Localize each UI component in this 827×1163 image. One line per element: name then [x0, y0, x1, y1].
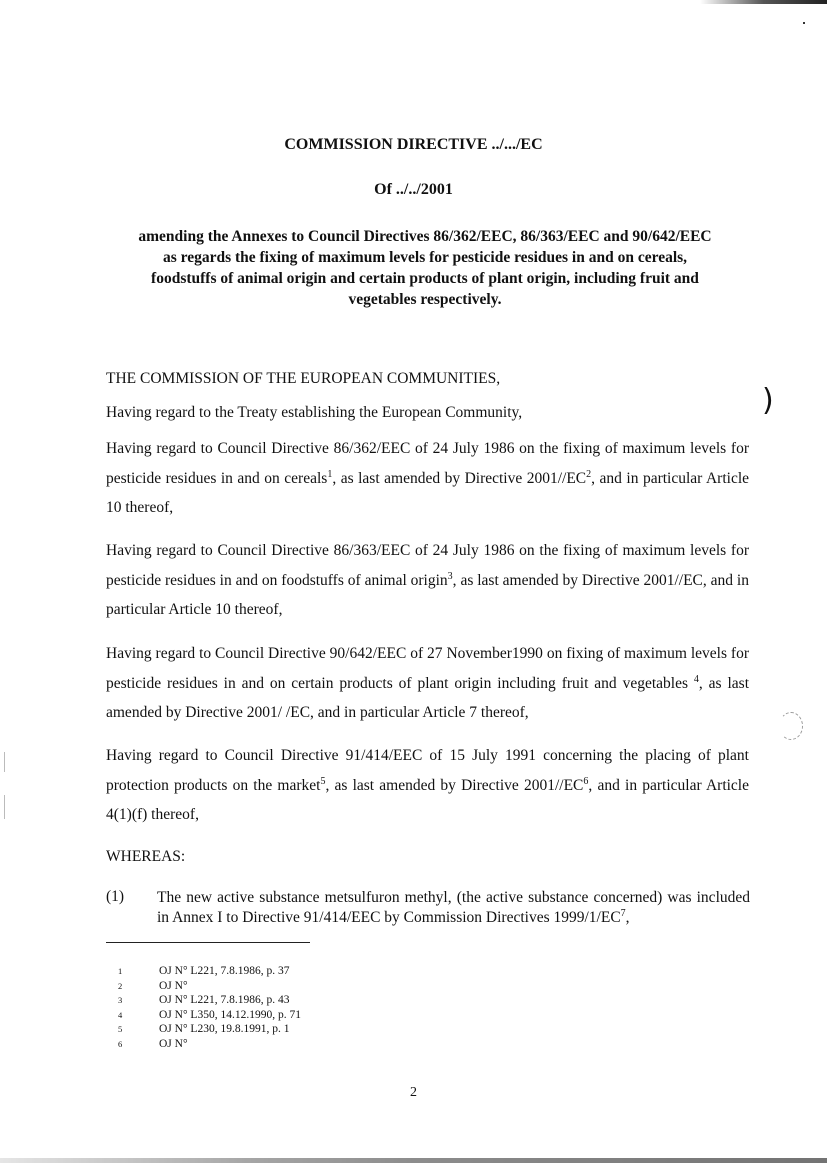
subtitle-line: vegetables respectively.: [348, 291, 502, 308]
recital-paragraph-90-642: [106, 639, 749, 728]
scan-bracket-mark: ): [762, 383, 774, 418]
footnote-text: OJ N°: [159, 979, 188, 992]
footnote-text: OJ N° L350, 14.12.1990, p. 71: [159, 1008, 301, 1021]
paragraph-text: Having regard to Council Directive 91/414/EEC of 15 July 1991 concerning the placing of plant protection products on the market: [106, 747, 749, 794]
subtitle-line: as regards the fixing of maximum levels for pesticide residues in and on cereals,: [162, 249, 688, 266]
treaty-line: Having regard to the Treaty establishing the European Community,: [106, 404, 523, 421]
footnote-separator: [106, 942, 310, 943]
footnote-ref: 3: [447, 570, 453, 582]
paragraph-text: , as last amended by Directive 2001//EC, and in particular Article 10 thereof,: [106, 571, 749, 618]
footnote-text: OJ N° L221, 7.8.1986, p. 37: [159, 965, 290, 977]
recital-text: [157, 888, 750, 927]
footnote-ref: 2: [586, 468, 592, 480]
subtitle-line: foodstuffs of animal origin and certain products of plant origin, including fruit and: [151, 270, 699, 287]
footnotes: [118, 964, 301, 1052]
footnote: [118, 993, 301, 1008]
scan-margin-mark: [4, 752, 5, 772]
recital-number: (1): [106, 888, 125, 905]
footnote-ref: 6: [583, 775, 589, 787]
paragraph-text: , and in particular Article 4(1)(f) thereof,: [106, 776, 749, 823]
footnote: [118, 979, 301, 994]
footnote: [118, 1037, 301, 1052]
footnote-text: OJ N° L221, 7.8.1986, p. 43: [159, 994, 290, 1007]
recital-body: The new active substance metsulfuron methyl, (the active substance concerned) was included in Annex I to Directive 91/414/EEC by Commission Directives 1999/1/EC: [157, 889, 750, 926]
recital-paragraph-91-414: [106, 741, 749, 830]
document-date: Of ../../2001: [374, 181, 453, 198]
whereas-heading: WHEREAS:: [106, 848, 186, 865]
footnote-number: 5: [118, 1024, 123, 1035]
paragraph-text: , as last amended by Directive 2001//EC: [332, 469, 587, 487]
scan-margin-mark: [4, 795, 5, 819]
recital-paragraph-86-362: [106, 434, 749, 523]
paragraph-text: , and in particular Article 10 thereof,: [106, 469, 750, 516]
footnote-number: 1: [118, 966, 123, 976]
footnote: [118, 1022, 301, 1037]
scan-speck: [803, 22, 805, 24]
scan-circle-mark: [779, 712, 803, 740]
scan-edge-top: [700, 0, 827, 4]
footnote-ref: 4: [693, 673, 699, 685]
footnote-ref: 5: [320, 775, 326, 787]
paragraph-text: Having regard to Council Directive 90/642/EEC of 27 November1990 on fixing of maximum levels for pesticide residues in and on certain products of plant origin including fruit and vegetables: [106, 645, 749, 692]
recital-paragraph-86-363: [106, 536, 749, 625]
recital-end: ,: [625, 908, 630, 926]
footnote-ref: 1: [327, 468, 333, 480]
footnote-text: OJ N°: [159, 1037, 188, 1050]
paragraph-text: Having regard to Council Directive 86/363/EEC of 24 July 1986 on the fixing of maximum levels for pesticide residues in and on foodstuffs of animal origin: [106, 542, 749, 589]
footnote: [118, 1008, 301, 1023]
page-number: 2: [410, 1085, 417, 1100]
footnote-number: 4: [118, 1009, 123, 1020]
footnote-number: 6: [118, 1038, 123, 1049]
paragraph-text: , as last amended by Directive 2001//EC: [325, 776, 584, 794]
commission-line: THE COMMISSION OF THE EUROPEAN COMMUNITIES,: [106, 370, 501, 387]
document-subtitle: [100, 226, 750, 310]
footnote-ref: 7: [620, 907, 626, 919]
paragraph-text: , as last amended by Directive 2001/ /EC, and in particular Article 7 thereof,: [106, 674, 749, 721]
subtitle-line: amending the Annexes to Council Directives 86/362/EEC, 86/363/EEC and 90/642/EEC: [138, 228, 712, 245]
footnote-number: 3: [118, 995, 123, 1006]
document-title: COMMISSION DIRECTIVE ../.../EC: [284, 136, 543, 153]
paragraph-text: Having regard to Council Directive 86/362/EEC of 24 July 1986 on the fixing of maximum levels for pesticide residues in and on cereals: [106, 440, 749, 487]
footnote: [118, 964, 301, 979]
footnote-text: OJ N° L230, 19.8.1991, p. 1: [159, 1023, 290, 1036]
scan-edge-bottom: [0, 1158, 827, 1163]
footnote-number: 2: [118, 980, 123, 991]
